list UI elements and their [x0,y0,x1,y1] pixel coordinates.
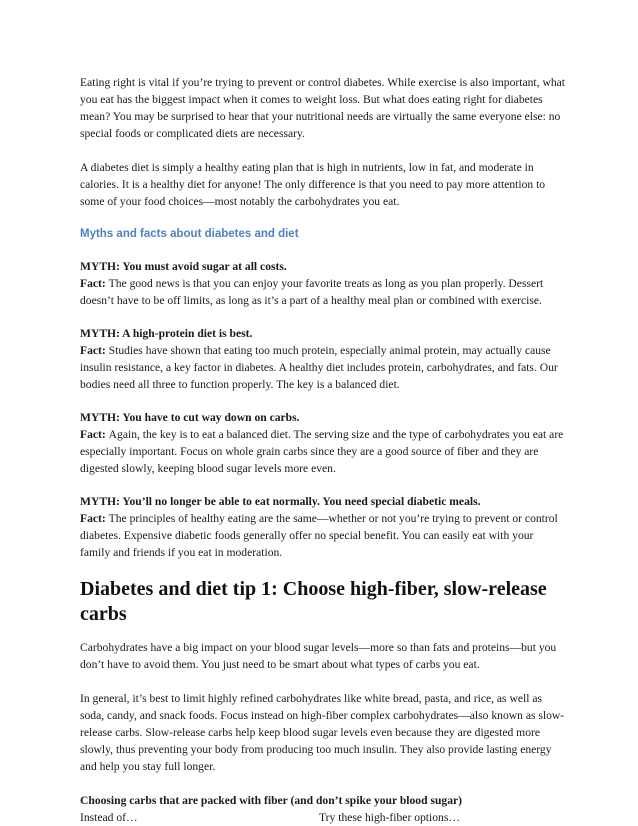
fact-text: Studies have shown that eating too much protein, especially animal protein, may actually cause insulin resistance, a key factor in diabetes. A healthy diet includes protein, carbohydrates, and fats. Our bodies need all three to function properly. The key is a balanced diet. [80,344,558,391]
fact-text: Again, the key is to eat a balanced diet. The serving size and the type of carbohydrates you eat are especially important. Focus on whole grain carbs since they are a good source of fiber and they are digested slowly, keeping blood sugar levels more even. [80,428,564,475]
instead-of-label: Instead of… [80,811,138,824]
carb-options-header-row [80,809,566,826]
myth-statement: MYTH: You have to cut way down on carbs. [80,411,300,424]
try-these-label: Try these high-fiber options… [319,811,460,824]
fact-text: The good news is that you can enjoy your favorite treats as long as you plan properly. Dessert doesn’t have to be off limits, as long as it’s a part of a healthy meal plan or combined with exercise. [80,277,544,307]
myth-statement: MYTH: You’ll no longer be able to eat normally. You need special diabetic meals. [80,495,481,508]
myth-statement: MYTH: A high-protein diet is best. [80,327,253,340]
document-page [80,74,566,826]
tip1-paragraph-1: Carbohydrates have a big impact on your blood sugar levels—more so than fats and proteins—but you don’t have to avoid them. You just need to be smart about what types of carbs you eat. [80,641,557,671]
myth-block-4 [80,493,566,561]
myths-section-heading: Myths and facts about diabetes and diet [80,228,299,240]
myth-block-2 [80,325,566,393]
myth-block-1 [80,258,566,309]
fact-label: Fact: [80,428,109,441]
tip1-paragraph-2: In general, it’s best to limit highly refined carbohydrates like white bread, pasta, and rice, as well as soda, candy, and snack foods. Focus instead on high-fiber complex carbohydrates—also known as slow-release carbs. Slow-release carbs help keep blood sugar levels even because they are digested more slowly, thus preventing your body from producing too much insulin. They also provide lasting energy and help you stay full longer. [80,692,565,773]
myth-block-3 [80,409,566,477]
fact-text: The principles of healthy eating are the same—whether or not you’re trying to prevent or control diabetes. Expensive diabetic foods generally offer no special benefit. You can easily eat with your family and friends if you eat in moderation. [80,512,558,559]
intro-paragraph-2: A diabetes diet is simply a healthy eating plan that is high in nutrients, low in fat, and moderate in calories. It is a healthy diet for anyone! The only difference is that you need to pay more attention to some of your food choices—most notably the carbohydrates you eat. [80,161,546,208]
myth-statement: MYTH: You must avoid sugar at all costs. [80,260,287,273]
fact-label: Fact: [80,344,109,357]
fact-label: Fact: [80,277,109,290]
fact-label: Fact: [80,512,109,525]
tip1-subheading: Choosing carbs that are packed with fiber (and don’t spike your blood sugar) [80,794,463,807]
tip1-heading: Diabetes and diet tip 1: Choose high-fiber, slow-release carbs [80,578,547,625]
intro-paragraph-1: Eating right is vital if you’re trying to prevent or control diabetes. While exercise is also important, what you eat has the biggest impact when it comes to weight loss. But what does eating right for diabetes mean? You may be surprised to hear that your nutritional needs are virtually the same everyone else: no special foods or complicated diets are necessary. [80,76,565,140]
